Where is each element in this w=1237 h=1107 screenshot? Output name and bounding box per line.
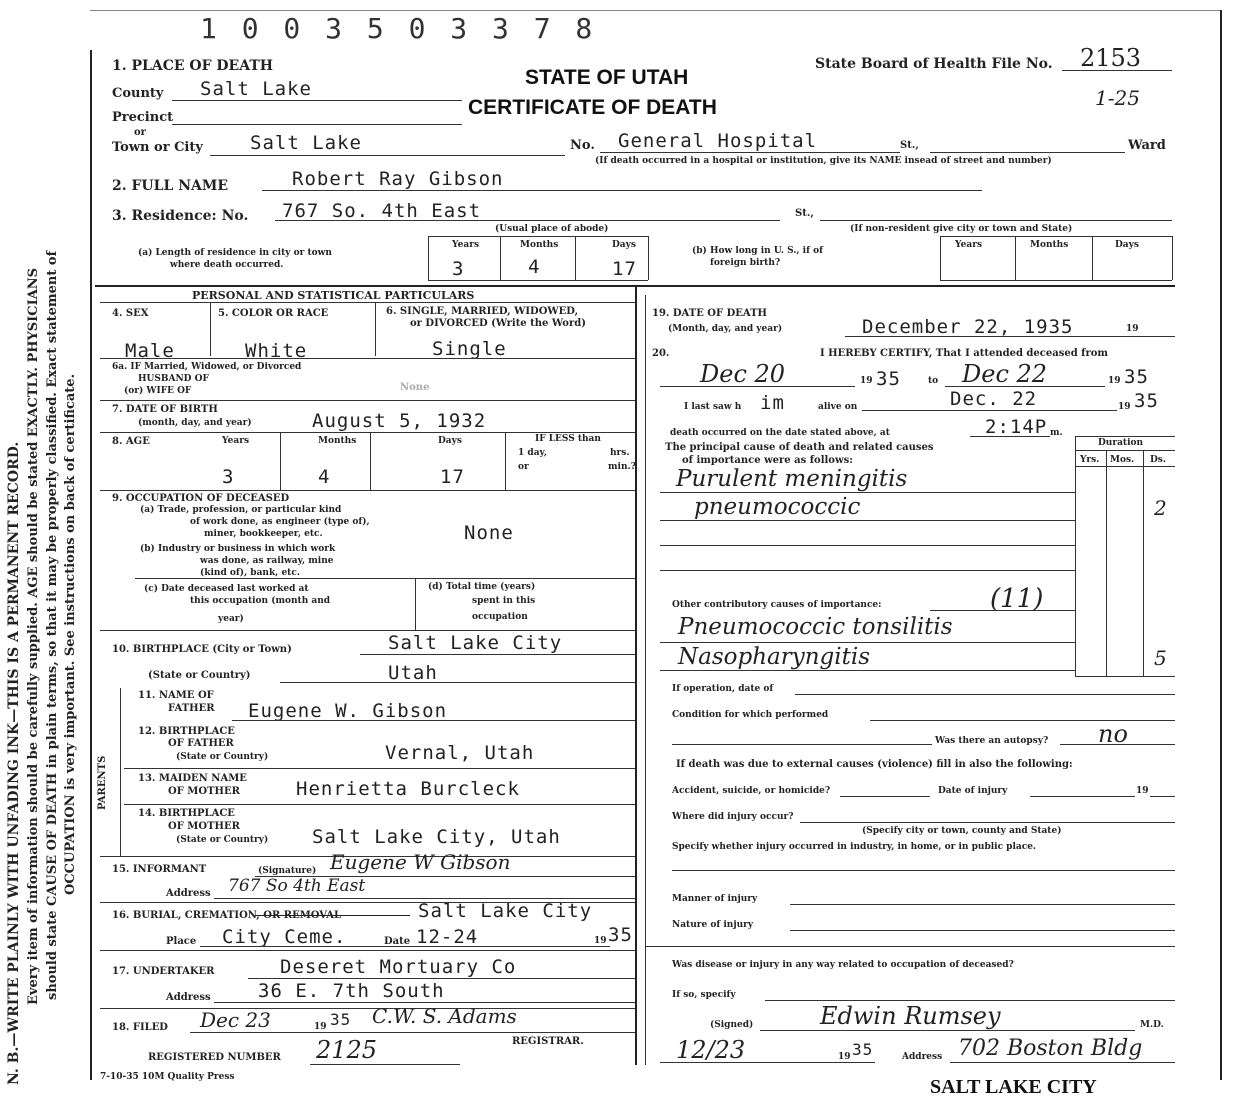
side-notice-line3: should state CAUSE OF DEATH in plain terms, so that it may be properly classified. Exact statement of <box>45 250 60 1000</box>
specify-label: Specify whether injury occurred in industry, in home, or in public place. <box>672 842 1037 852</box>
reg-number: 2125 <box>316 1036 378 1064</box>
age-days-header: Days <box>438 436 462 446</box>
informant-address: 767 So 4th East <box>228 876 366 896</box>
burial-date-label: Date <box>384 936 411 947</box>
accident-label: Accident, suicide, or homicide? <box>672 786 831 796</box>
occupation-b2: was done, as railway, mine <box>200 556 334 566</box>
side-notice-line1: N. B.—WRITE PLAINLY WITH UNFADING INK—THIS IS A PERMANENT RECORD. <box>6 441 22 1085</box>
cause-label-b: of importance were as follows: <box>682 455 853 466</box>
occupation-a3: miner, bookkeeper, etc. <box>204 529 323 539</box>
less-label-e: min.? <box>608 462 636 472</box>
to-year: 35 <box>1124 366 1149 388</box>
dob-label-a: 7. DATE OF BIRTH <box>112 404 218 415</box>
external-label: If death was due to external causes (violence) fill in also the following: <box>676 759 1073 770</box>
us-years-header: Years <box>955 240 983 250</box>
father-label-b: FATHER <box>168 703 215 714</box>
from-year: 35 <box>876 368 901 390</box>
residence-months: 4 <box>528 256 541 278</box>
mother-label-a: 13. MAIDEN NAME <box>138 773 247 784</box>
spouse-label-c: (or) WIFE OF <box>124 386 192 396</box>
last-saw-label: I last saw h <box>684 402 742 412</box>
mother-bp-label-c: (State or Country) <box>176 835 269 845</box>
burial-value: Salt Lake City <box>418 900 593 922</box>
last-saw-pronoun: im <box>760 392 785 414</box>
to-year-prefix: 19 <box>1108 376 1121 386</box>
file-number-label: State Board of Health File No. <box>815 56 1053 72</box>
contrib-mark: (11) <box>990 584 1044 614</box>
registrar-label: REGISTRAR. <box>512 1036 584 1047</box>
ds-header: Ds. <box>1150 455 1167 465</box>
occupation-c1: (c) Date deceased last worked at <box>144 584 309 594</box>
residence-st-label: St., <box>795 208 814 219</box>
certificate-title: CERTIFICATE OF DEATH <box>468 96 717 119</box>
attended-from-date: Dec 20 <box>700 360 786 388</box>
residence-label: 3. Residence: No. <box>112 208 249 224</box>
death-date-label-b: (Month, day, and year) <box>668 324 783 334</box>
certify-text: I HEREBY CERTIFY, That I attended deceased from <box>820 348 1109 359</box>
death-time: 2:14P <box>985 416 1048 438</box>
informant-label: 15. INFORMANT <box>112 864 207 875</box>
ward-label: Ward <box>1128 138 1166 153</box>
birthplace-state: Utah <box>388 662 438 684</box>
residence-days-header: Days <box>612 240 636 250</box>
birthplace-label: 10. BIRTHPLACE (City or Town) <box>112 644 292 655</box>
burial-place-label: Place <box>166 936 197 947</box>
informant-sig-label: (Signature) <box>258 866 317 876</box>
top-border <box>90 10 1220 11</box>
alive-on-label: alive on <box>818 402 858 412</box>
father-value: Eugene W. Gibson <box>248 700 448 722</box>
undertaker-address-label: Address <box>166 992 211 1003</box>
mos-header: Mos. <box>1110 455 1135 465</box>
burial-place: City Ceme. <box>222 926 347 948</box>
occupation-d1: (d) Total time (years) <box>428 582 536 592</box>
condition-label: Condition for which performed <box>672 710 829 720</box>
informant-address-label: Address <box>166 888 211 899</box>
duration-header: Duration <box>1098 438 1144 448</box>
spouse-label-b: HUSBAND OF <box>138 374 209 384</box>
father-bp-value: Vernal, Utah <box>385 742 535 764</box>
right-border <box>1220 10 1222 1080</box>
county-label: County <box>112 86 164 101</box>
contrib-days: 5 <box>1154 646 1167 670</box>
occupation-d3: occupation <box>472 612 528 622</box>
undertaker-value: Deseret Mortuary Co <box>280 956 517 978</box>
burial-date: 12-24 <box>416 926 479 948</box>
burial-year: 35 <box>608 924 633 946</box>
marital-label-b: or DIVORCED (Write the Word) <box>410 318 586 329</box>
specify-note: (Specify city or town, county and State) <box>862 826 1062 836</box>
certify-number: 20. <box>652 348 670 359</box>
contrib-cause-2: Nasopharyngitis <box>678 644 871 670</box>
age-years: 3 <box>222 466 235 488</box>
burial-year-prefix: 19 <box>594 936 607 946</box>
or-label: or <box>134 127 146 138</box>
mother-bp-label-a: 14. BIRTHPLACE <box>138 808 235 819</box>
autopsy-value: no <box>1098 720 1128 748</box>
to-label: to <box>928 376 939 386</box>
residence-days: 17 <box>612 258 637 280</box>
related-label: Was disease or injury in any way related to occupation of deceased? <box>672 960 1014 970</box>
town-value: Salt Lake <box>250 132 362 154</box>
filed-label: 18. FILED <box>112 1022 168 1033</box>
occupation-b3: (kind of), bank, etc. <box>200 568 300 578</box>
marital-value: Single <box>432 338 507 360</box>
nature-label: Nature of injury <box>672 920 754 930</box>
residence-value: 767 So. 4th East <box>282 200 482 222</box>
nonresident-note: (If non-resident give city or town and State) <box>850 224 1073 234</box>
age-years-header: Years <box>222 436 250 446</box>
attended-to-date: Dec 22 <box>962 360 1048 388</box>
less-label-d: or <box>518 462 529 472</box>
occupation-b1: (b) Industry or business in which work <box>140 544 336 554</box>
dob-value: August 5, 1932 <box>312 410 487 432</box>
serial-number: 1 0 0 3 5 0 3 3 7 8 <box>200 12 597 45</box>
side-notice-line2: Every item of information should be carefully supplied. AGE should be stated EXACTLY. PHYSICIANS <box>26 267 41 1005</box>
age-months: 4 <box>318 466 331 488</box>
contrib-cause-1: Pneumococcic tonsilitis <box>678 614 953 640</box>
death-date-label-a: 19. DATE OF DEATH <box>652 308 767 319</box>
less-label-a: IF LESS than <box>535 434 601 444</box>
residence-years-header: Years <box>452 240 480 250</box>
file-number: 2153 <box>1080 44 1142 72</box>
occupation-value: None <box>464 522 514 544</box>
full-name-value: Robert Ray Gibson <box>292 168 504 190</box>
birthplace-state-label: (State or Country) <box>148 670 251 681</box>
less-label-b: 1 day, <box>518 448 548 458</box>
filed-date: Dec 23 <box>200 1008 271 1032</box>
length-residence-label-b: where death occurred. <box>170 260 284 270</box>
alive-year-prefix: 19 <box>1118 402 1131 412</box>
md-label: M.D. <box>1140 1020 1164 1030</box>
filed-year: 35 <box>330 1010 352 1029</box>
birthplace-city: Salt Lake City <box>388 632 563 654</box>
mother-label-b: OF MOTHER <box>168 786 240 797</box>
injury-year-prefix: 19 <box>1136 786 1149 796</box>
usual-abode-note: (Usual place of abode) <box>495 224 609 234</box>
registrar-signature: C.W. S. Adams <box>372 1004 517 1028</box>
us-days-header: Days <box>1115 240 1139 250</box>
cause-label-a: The principal cause of death and related causes <box>665 442 934 453</box>
father-bp-label-a: 12. BIRTHPLACE <box>138 726 235 737</box>
cause-2: pneumococcic <box>694 494 861 520</box>
father-bp-label-c: (State or Country) <box>176 752 269 762</box>
dob-label-b: (month, day, and year) <box>138 418 252 428</box>
parents-side-label: PARENTS <box>97 755 108 810</box>
signed-label: (Signed) <box>710 1020 754 1030</box>
alive-on-date: Dec. 22 <box>950 388 1038 410</box>
local-number: 1-25 <box>1095 86 1140 110</box>
marital-label-a: 6. SINGLE, MARRIED, WIDOWED, <box>386 306 579 317</box>
undertaker-address: 36 E. 7th South <box>258 980 445 1002</box>
left-border <box>90 50 92 1080</box>
spouse-value: None <box>400 382 430 393</box>
occupation-a2: of work done, as engineer (type of), <box>190 517 370 527</box>
sex-label: 4. SEX <box>112 308 149 319</box>
mother-bp-value: Salt Lake City, Utah <box>312 826 561 848</box>
us-residence-label-b: foreign birth? <box>710 258 781 268</box>
sign-year: 35 <box>852 1040 874 1059</box>
ifso-label: If so, specify <box>672 990 736 1000</box>
death-date-value: December 22, 1935 <box>862 316 1074 338</box>
autopsy-label: Was there an autopsy? <box>935 736 1049 746</box>
cause-1: Purulent meningitis <box>676 466 908 492</box>
print-info: 7-10-35 10M Quality Press <box>100 1072 235 1082</box>
father-bp-label-b: OF FATHER <box>168 738 234 749</box>
occurred-label: death occurred on the date stated above, at <box>670 428 890 438</box>
death-date-suffix: 19 <box>1126 324 1139 334</box>
filed-year-prefix: 19 <box>314 1022 327 1032</box>
personal-section-title: PERSONAL AND STATISTICAL PARTICULARS <box>192 289 475 302</box>
less-label-c: hrs. <box>610 448 630 458</box>
mother-value: Henrietta Burcleck <box>296 778 520 800</box>
town-label: Town or City <box>112 140 203 155</box>
reg-number-label: REGISTERED NUMBER <box>148 1052 281 1063</box>
mother-bp-label-b: OF MOTHER <box>168 821 240 832</box>
us-residence-label-a: (b) How long in U. S., if of <box>692 246 823 256</box>
county-value: Salt Lake <box>200 78 312 100</box>
injury-date-label: Date of injury <box>938 786 1008 796</box>
residence-months-header: Months <box>520 240 559 250</box>
undertaker-label: 17. UNDERTAKER <box>112 966 215 977</box>
full-name-label: 2. FULL NAME <box>112 178 229 194</box>
age-months-header: Months <box>318 436 357 446</box>
precinct-label: Precinct <box>112 110 174 125</box>
operation-label: If operation, date of <box>672 684 774 694</box>
occupation-d2: spent in this <box>472 596 536 606</box>
father-label-a: 11. NAME OF <box>138 690 214 701</box>
place-of-death-label: 1. PLACE OF DEATH <box>112 58 273 74</box>
occupation-a1: (a) Trade, profession, or particular kind <box>140 505 342 515</box>
where-label: Where did injury occur? <box>672 812 794 822</box>
race-label: 5. COLOR OR RACE <box>218 308 329 319</box>
residence-years: 3 <box>452 258 465 280</box>
sign-date: 12/23 <box>676 1036 746 1064</box>
occupation-label: 9. OCCUPATION OF DECEASED <box>112 493 290 504</box>
time-suffix: m. <box>1050 428 1063 438</box>
age-label: 8. AGE <box>112 436 150 447</box>
alive-year: 35 <box>1134 390 1159 412</box>
yrs-header: Yrs. <box>1080 455 1100 465</box>
state-title: STATE OF UTAH <box>525 66 689 89</box>
occupation-c3: year) <box>218 614 244 624</box>
physician-address: 702 Boston Bldg <box>958 1036 1143 1061</box>
cause-days: 2 <box>1154 496 1167 520</box>
sex-value: Male <box>125 340 175 362</box>
occupation-c2: this occupation (month and <box>190 596 331 606</box>
us-months-header: Months <box>1030 240 1069 250</box>
st-label: St., <box>900 140 919 151</box>
physician-signature: Edwin Rumsey <box>820 1002 1001 1030</box>
burial-label: 16. BURIAL, CREMATION, OR REMOVAL <box>112 910 342 921</box>
age-days: 17 <box>440 466 465 488</box>
sign-year-prefix: 19 <box>838 1052 851 1062</box>
institution-value: General Hospital <box>618 130 818 152</box>
city-stamp: SALT LAKE CITY <box>930 1076 1097 1098</box>
race-value: White <box>245 340 308 362</box>
from-year-prefix: 19 <box>860 376 873 386</box>
spouse-label-a: 6a. IF Married, Widowed, or Divorced <box>112 362 302 372</box>
length-residence-label-a: (a) Length of residence in city or town <box>138 248 332 258</box>
informant-signature: Eugene W Gibson <box>330 850 511 874</box>
no-label: No. <box>570 138 595 153</box>
institution-note: (If death occurred in a hospital or institution, give its NAME insead of street and number) <box>595 156 1052 166</box>
manner-label: Manner of injury <box>672 894 758 904</box>
physician-address-label: Address <box>902 1052 943 1062</box>
side-notice-line4: OCCUPATION is very important. See instructions on back of certificate. <box>63 373 78 895</box>
contrib-label: Other contributory causes of importance: <box>672 600 882 610</box>
